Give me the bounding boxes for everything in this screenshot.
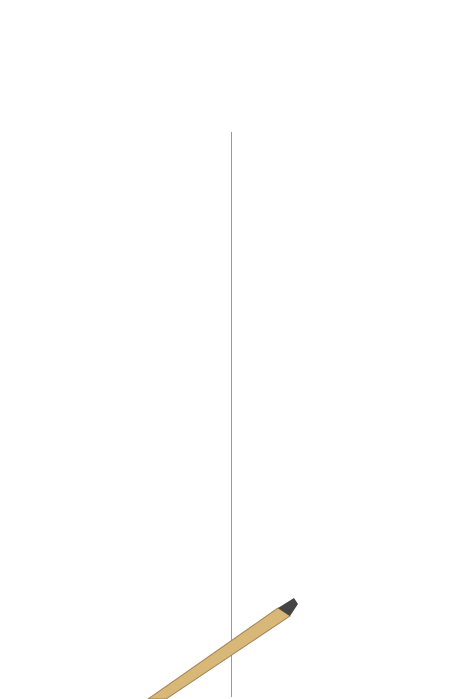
headline: [10, 6, 449, 116]
article-left-column: [8, 155, 226, 695]
article-right-column: [238, 132, 456, 697]
column-divider: [231, 132, 232, 697]
